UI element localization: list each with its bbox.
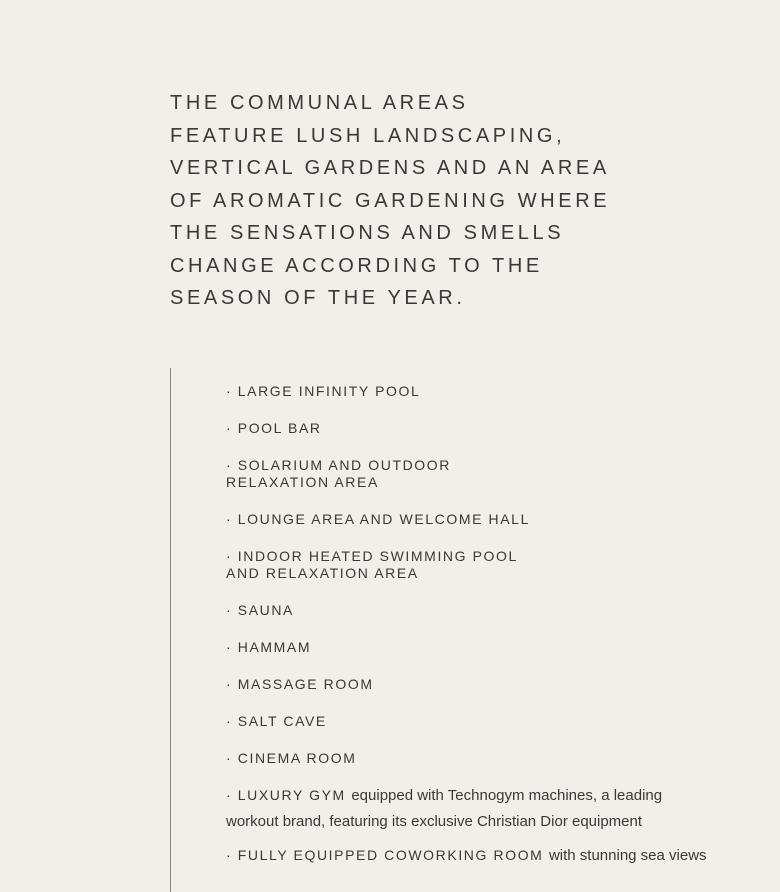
amenity-label: · LOUNGE AREA AND WELCOME HALL	[226, 511, 530, 527]
amenity-lounge	[226, 511, 746, 528]
amenity-label: AND RELAXATION AREA	[226, 565, 419, 581]
vertical-divider	[170, 368, 171, 892]
amenity-description: workout brand, featuring its exclusive Christian Dior equipment	[226, 812, 643, 830]
intro-line: OF AROMATIC GARDENING WHERE	[170, 189, 611, 212]
amenity-label: · CINEMA ROOM	[226, 750, 357, 766]
amenity-salt-cave	[226, 713, 746, 730]
amenities-list	[226, 383, 746, 882]
amenity-label: · SALT CAVE	[226, 713, 327, 729]
amenity-indoor-pool	[226, 548, 746, 582]
amenity-description: equipped with Technogym machines, a leading	[351, 787, 663, 804]
amenity-massage-room	[226, 676, 746, 693]
amenity-label: · MASSAGE ROOM	[226, 676, 374, 692]
intro-line: THE COMMUNAL AREAS	[170, 92, 469, 114]
amenity-label: · SOLARIUM AND OUTDOOR	[226, 457, 451, 473]
amenity-coworking-room	[226, 843, 746, 869]
intro-line: FEATURE LUSH LANDSCAPING,	[170, 124, 566, 147]
amenity-label: · LARGE INFINITY POOL	[226, 383, 421, 399]
intro-line: THE SENSATIONS AND SMELLS	[170, 222, 565, 244]
amenity-sauna	[226, 602, 746, 619]
intro-heading	[170, 87, 640, 315]
amenity-cinema-room	[226, 750, 746, 767]
intro-line: VERTICAL GARDENS AND AN AREA	[170, 157, 610, 179]
amenity-label: · SAUNA	[226, 602, 294, 618]
amenity-solarium	[226, 457, 746, 491]
amenity-pool-bar	[226, 420, 746, 437]
amenity-label: · POOL BAR	[226, 420, 322, 436]
amenity-description: with stunning sea views	[548, 847, 707, 864]
amenity-label: RELAXATION AREA	[226, 474, 379, 490]
intro-line: SEASON OF THE YEAR.	[170, 287, 466, 309]
amenity-title: · FULLY EQUIPPED COWORKING ROOM	[226, 847, 544, 863]
intro-line: CHANGE ACCORDING TO THE	[170, 254, 543, 277]
amenity-luxury-gym	[226, 783, 746, 834]
amenity-label: · HAMMAM	[226, 639, 312, 655]
amenity-infinity-pool	[226, 383, 746, 400]
amenity-hammam	[226, 639, 746, 656]
amenity-title: · LUXURY GYM	[226, 787, 346, 803]
amenity-label: · INDOOR HEATED SWIMMING POOL	[226, 548, 518, 564]
